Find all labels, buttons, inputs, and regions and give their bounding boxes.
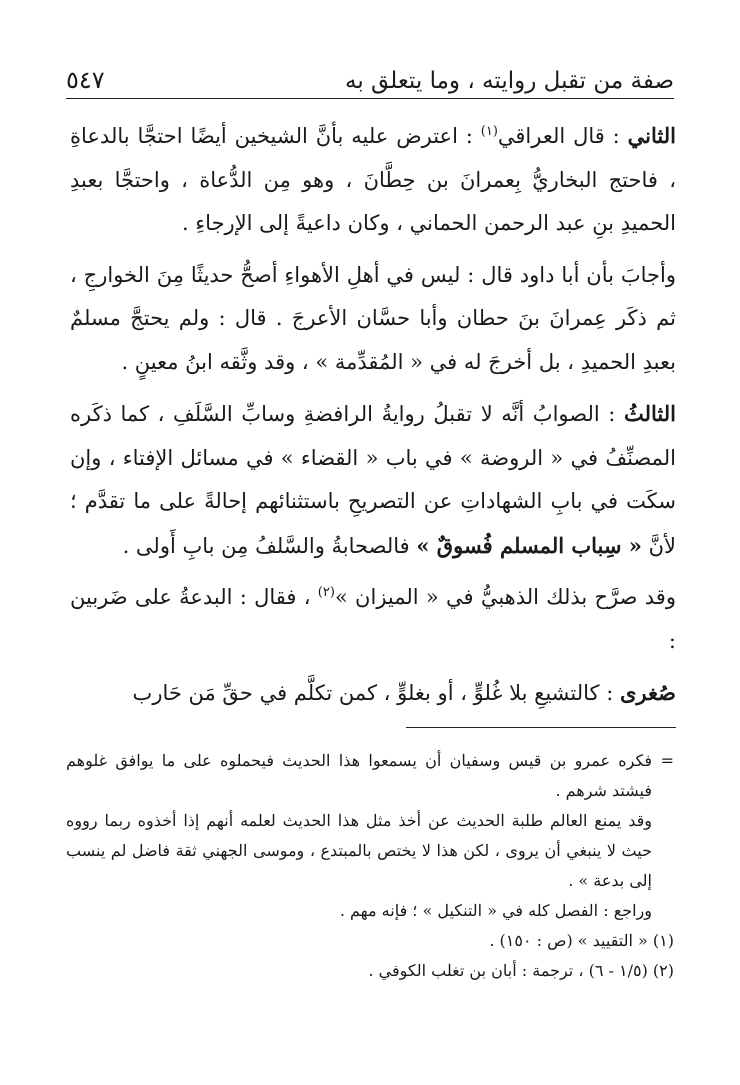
running-title: صفة من تقبل روايته ، وما يتعلق به: [345, 68, 674, 94]
page-header: [66, 56, 674, 99]
paragraph-text: : الصوابُ أنَّه لا تقبلُ روايةُ الرافضةِ وسابِّ السَّلَفِ ، كما ذكَره المصنِّفُ في « الروضة » في باب « القضاء » في مسائل الإفتاء ، وإن سكَت في بابِ الشهاداتِ عن التصريحِ باستثنائهم إحالةً على ما تقدَّم ؛ لأنَّ: [70, 402, 676, 558]
footnote-ref-2[interactable]: (٢): [317, 585, 335, 600]
paragraph-text: : كالتشيعِ بلا غُلوٍّ ، أو بغلوٍّ ، كمن تكلَّم في حقِّ مَن حَارب: [132, 681, 614, 705]
paragraph-text: وقد صرَّح بذلك الذهبيُّ في « الميزان »: [334, 585, 676, 609]
footnote-number: (٢): [652, 961, 674, 980]
page-number: ٥٤٧: [66, 66, 105, 94]
paragraph-dhahabi: [70, 576, 676, 663]
footnote-1: [66, 926, 674, 956]
footnote-2: [66, 956, 674, 986]
point-label-second: الثاني: [627, 123, 676, 148]
footnote-continuation: [66, 806, 674, 896]
point-label-minor: صُغرى: [620, 680, 676, 705]
main-text: [70, 114, 676, 716]
footnote-divider: [406, 727, 676, 728]
paragraph-second-point: [70, 114, 676, 246]
footnote-text: (١/٥ - ٦) ، ترجمة : أبان بن تغلب الكوفي .: [368, 961, 648, 980]
paragraph-text: ، فقال : البدعةُ على ضَربين :: [70, 585, 676, 653]
footnote-text: فكره عمرو بن قيس وسفيان أن يسمعوا هذا الحديث فيحملوه على ما يوافق غلوهم فيشتد شرهم .: [66, 751, 652, 800]
footnote-number: (١): [652, 931, 674, 950]
footnote-continuation: [66, 746, 674, 806]
footnote-continuation: [66, 896, 674, 926]
paragraph-text: : قال العراقي: [497, 124, 620, 148]
paragraph-text: فالصحابةُ والسَّلفُ مِن بابِ أَولى .: [122, 533, 410, 558]
footnote-text: « التقييد » (ص : ١٥٠) .: [489, 931, 648, 950]
paragraph-text: : اعترض عليه بأنَّ الشيخين أيضًا احتجَّا بالدعاةِ ، فاحتج البخاريُّ بِعمرانَ بن حِطَّانَ ، وهو مِن الدُّعاة ، واحتجَّا بعبدِ الحميدِ بنِ عبد الرحمن الحماني ، وكان داعيةً إلى الإرجاءِ .: [70, 124, 676, 235]
paragraph-text: وأجابَ بأن أبا داود قال : ليس في أهلِ الأهواءِ أصحُّ حديثًا مِنَ الخوارجِ ، ثم ذكَر عِمرانَ بنَ حطان وأبا حسَّان الأعرجَ . قال : ولم يحتجَّ مسلمٌ بعبدِ الحميدِ ، بل أخرجَ له في « المُقدِّمة » ، وقد وثَّقه ابنُ معينٍ .: [70, 262, 676, 374]
footnote-text: وراجع : الفصل كله في « التنكيل » ؛ فإنه مهم .: [339, 901, 652, 920]
hadith-quote: « سِباب المسلم فُسوقٌ »: [416, 532, 642, 558]
footnote-ref-1[interactable]: (١): [480, 124, 498, 139]
paragraph-third-point: [70, 392, 676, 568]
paragraph-minor-bidah: [70, 671, 676, 716]
footnote-text: وقد يمنع العالم طلبة الحديث عن أخذ مثل هذا الحديث لعلمه أنهم إذا أخذوه ربما رووه حيث لا ينبغي أن يروى ، لكن هذا لا يختص بالمبتدع ، وموسى الجهني ثقة فاضل لم ينسب إلى بدعة » .: [66, 811, 652, 890]
point-label-third: الثالثُ: [624, 401, 676, 426]
continuation-mark: =: [660, 751, 674, 770]
paragraph-answer: [70, 254, 676, 385]
footnotes: [66, 746, 674, 986]
